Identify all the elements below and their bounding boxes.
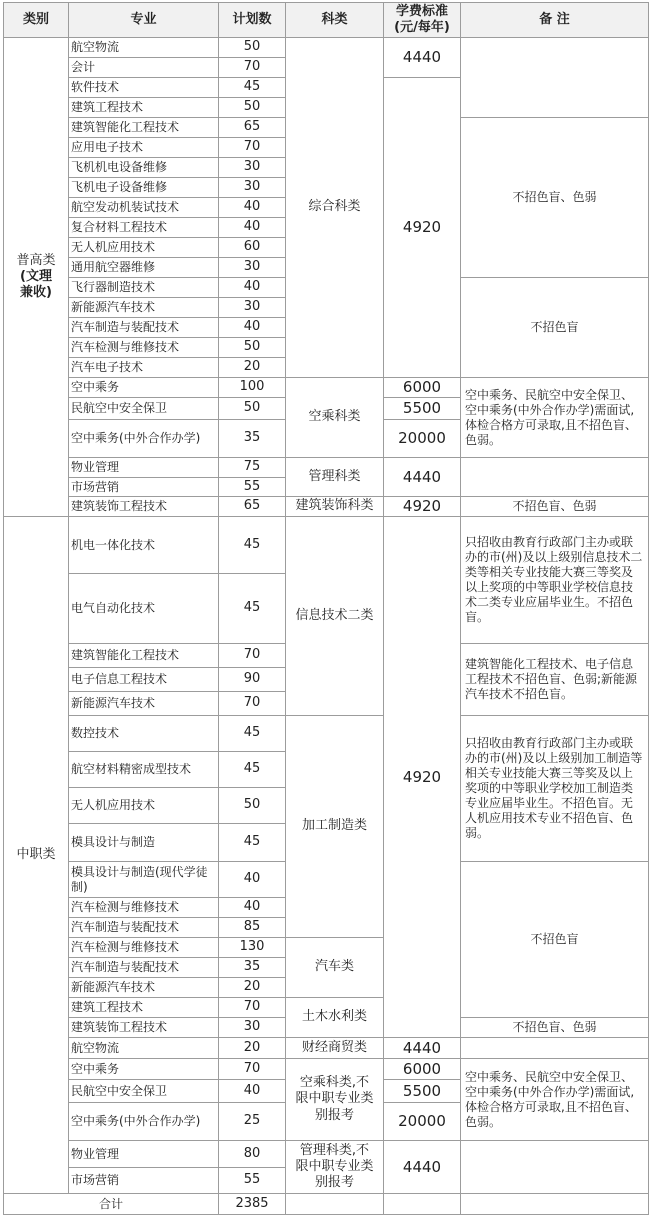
major-cell: 航空发动机装试技术 xyxy=(69,198,219,218)
plan-cell: 30 xyxy=(219,158,286,178)
major-cell: 建筑装饰工程技术 xyxy=(69,1018,219,1038)
plan-cell: 50 xyxy=(219,38,286,58)
major-cell: 新能源汽车技术 xyxy=(69,298,219,318)
subject-finance: 财经商贸类 xyxy=(286,1038,384,1059)
fee-cell: 6000 xyxy=(384,378,461,398)
plan-cell: 70 xyxy=(219,644,286,668)
plan-cell: 55 xyxy=(219,478,286,497)
note-empty xyxy=(461,458,649,497)
plan-cell: 55 xyxy=(219,1168,286,1194)
total-empty xyxy=(461,1194,649,1215)
admission-plan-table xyxy=(3,2,649,1215)
major-cell: 汽车制造与装配技术 xyxy=(69,318,219,338)
major-cell: 市场营销 xyxy=(69,1168,219,1194)
plan-cell: 70 xyxy=(219,692,286,716)
plan-cell: 45 xyxy=(219,752,286,788)
subject-management: 管理科类 xyxy=(286,458,384,497)
plan-cell: 25 xyxy=(219,1103,286,1141)
note-cell: 不招色盲、色弱 xyxy=(461,497,649,517)
header-major: 专业 xyxy=(69,3,219,38)
plan-cell: 50 xyxy=(219,788,286,824)
plan-cell: 90 xyxy=(219,668,286,692)
plan-cell: 45 xyxy=(219,78,286,98)
plan-cell: 40 xyxy=(219,318,286,338)
fee-cell: 4440 xyxy=(384,1038,461,1059)
major-cell: 物业管理 xyxy=(69,458,219,478)
plan-cell: 60 xyxy=(219,238,286,258)
header-fee-line1: 学费标准 xyxy=(395,3,448,19)
major-cell: 通用航空器维修 xyxy=(69,258,219,278)
total-row xyxy=(4,1194,649,1215)
plan-cell: 40 xyxy=(219,862,286,898)
note-empty xyxy=(461,1141,649,1194)
plan-cell: 50 xyxy=(219,338,286,358)
category-general-line3: 兼收) xyxy=(20,285,52,301)
plan-cell: 35 xyxy=(219,420,286,458)
category-general-line1: 普高类 xyxy=(16,252,56,268)
subject-auto: 汽车类 xyxy=(286,938,384,998)
table-row xyxy=(4,1141,649,1168)
header-category: 类别 xyxy=(4,3,69,38)
note-cell: 空中乘务、民航空中安全保卫、空中乘务(中外合作办学)需面试,体检合格方可录取,且不招色盲、色弱。 xyxy=(461,378,649,458)
major-cell: 无人机应用技术 xyxy=(69,788,219,824)
table-row xyxy=(4,38,649,58)
plan-cell: 130 xyxy=(219,938,286,958)
plan-cell: 65 xyxy=(219,497,286,517)
major-cell: 数控技术 xyxy=(69,716,219,752)
note-cell: 不招色盲 xyxy=(461,278,649,378)
category-general xyxy=(4,38,69,517)
table-row xyxy=(4,458,649,478)
major-cell: 汽车制造与装配技术 xyxy=(69,918,219,938)
major-cell: 建筑工程技术 xyxy=(69,998,219,1018)
major-cell: 建筑智能化工程技术 xyxy=(69,118,219,138)
table-row xyxy=(4,716,649,752)
header-fee-line2: (元/每年) xyxy=(394,20,450,35)
plan-cell: 75 xyxy=(219,458,286,478)
plan-cell: 30 xyxy=(219,178,286,198)
subject-cabin-open-l1: 空乘科类,不 xyxy=(299,1075,370,1091)
header-fee xyxy=(384,3,461,38)
major-cell: 汽车检测与维修技术 xyxy=(69,338,219,358)
major-cell: 物业管理 xyxy=(69,1141,219,1168)
plan-cell: 45 xyxy=(219,574,286,644)
plan-cell: 65 xyxy=(219,118,286,138)
note-cell: 不招色盲、色弱 xyxy=(461,118,649,278)
table-row xyxy=(4,517,649,574)
major-cell: 飞机机电设备维修 xyxy=(69,158,219,178)
header-row xyxy=(4,3,649,38)
fee-cell: 6000 xyxy=(384,1059,461,1080)
subject-cabin-open xyxy=(286,1059,384,1141)
plan-cell: 45 xyxy=(219,824,286,862)
fee-cell: 5500 xyxy=(384,398,461,420)
plan-cell: 35 xyxy=(219,958,286,978)
plan-cell: 30 xyxy=(219,1018,286,1038)
total-label: 合计 xyxy=(4,1194,219,1215)
plan-cell: 20 xyxy=(219,1038,286,1059)
plan-cell: 30 xyxy=(219,298,286,318)
note-cell: 只招收由教育行政部门主办或联办的市(州)及以上级别加工制造等相关专业技能大赛三等奖及以上奖项的中等职业学校加工制造类专业应届毕业生。不招色盲。无人机应用技术专业不招色盲、色弱。 xyxy=(461,716,649,862)
major-cell: 空中乘务(中外合作办学) xyxy=(69,420,219,458)
plan-cell: 70 xyxy=(219,138,286,158)
major-cell: 新能源汽车技术 xyxy=(69,978,219,998)
subject-civil: 土木水利类 xyxy=(286,998,384,1038)
major-cell: 市场营销 xyxy=(69,478,219,497)
major-cell: 复合材料工程技术 xyxy=(69,218,219,238)
fee-cell: 20000 xyxy=(384,420,461,458)
fee-cell: 4440 xyxy=(384,1141,461,1194)
plan-cell: 30 xyxy=(219,258,286,278)
major-cell: 汽车检测与维修技术 xyxy=(69,898,219,918)
major-cell: 新能源汽车技术 xyxy=(69,692,219,716)
plan-cell: 80 xyxy=(219,1141,286,1168)
subject-mgmt-open-l2: 限中职专业类 xyxy=(295,1158,374,1174)
note-cell: 只招收由教育行政部门主办或联办的市(州)及以上级别信息技术二类等相关专业技能大赛三等奖及以上奖项的中等职业学校信息技术二类专业应届毕业生。不招色盲。 xyxy=(461,517,649,644)
major-cell: 民航空中安全保卫 xyxy=(69,398,219,420)
plan-cell: 40 xyxy=(219,1080,286,1103)
total-empty xyxy=(384,1194,461,1215)
plan-cell: 20 xyxy=(219,358,286,378)
subject-cabin-open-l2: 限中职专业类 xyxy=(295,1091,374,1107)
major-cell: 空中乘务 xyxy=(69,378,219,398)
fee-cell: 4920 xyxy=(384,497,461,517)
total-empty xyxy=(286,1194,384,1215)
table-row xyxy=(4,378,649,398)
table-row xyxy=(4,1038,649,1059)
fee-cell: 4920 xyxy=(384,78,461,378)
major-cell: 建筑智能化工程技术 xyxy=(69,644,219,668)
plan-cell: 45 xyxy=(219,716,286,752)
note-empty xyxy=(461,38,649,118)
table-row xyxy=(4,497,649,517)
plan-cell: 100 xyxy=(219,378,286,398)
major-cell: 汽车制造与装配技术 xyxy=(69,958,219,978)
plan-cell: 50 xyxy=(219,98,286,118)
subject-decoration: 建筑装饰科类 xyxy=(286,497,384,517)
note-cell: 不招色盲、色弱 xyxy=(461,1018,649,1038)
major-cell: 应用电子技术 xyxy=(69,138,219,158)
fee-cell: 20000 xyxy=(384,1103,461,1141)
subject-mgmt-open xyxy=(286,1141,384,1194)
major-cell: 模具设计与制造(现代学徒制) xyxy=(69,862,219,898)
major-cell: 空中乘务 xyxy=(69,1059,219,1080)
plan-cell: 70 xyxy=(219,58,286,78)
major-cell: 电子信息工程技术 xyxy=(69,668,219,692)
major-cell: 建筑工程技术 xyxy=(69,98,219,118)
major-cell: 无人机应用技术 xyxy=(69,238,219,258)
major-cell: 航空物流 xyxy=(69,38,219,58)
plan-cell: 40 xyxy=(219,198,286,218)
note-cell: 不招色盲 xyxy=(461,862,649,1018)
plan-cell: 45 xyxy=(219,517,286,574)
major-cell: 飞机电子设备维修 xyxy=(69,178,219,198)
major-cell: 飞行器制造技术 xyxy=(69,278,219,298)
major-cell: 机电一体化技术 xyxy=(69,517,219,574)
major-cell: 会计 xyxy=(69,58,219,78)
major-cell: 民航空中安全保卫 xyxy=(69,1080,219,1103)
major-cell: 软件技术 xyxy=(69,78,219,98)
major-cell: 汽车检测与维修技术 xyxy=(69,938,219,958)
subject-comprehensive: 综合科类 xyxy=(286,38,384,378)
subject-mgmt-open-l3: 别报考 xyxy=(314,1175,354,1191)
subject-it2: 信息技术二类 xyxy=(286,517,384,716)
total-value: 2385 xyxy=(219,1194,286,1215)
subject-manufacturing: 加工制造类 xyxy=(286,716,384,938)
major-cell: 航空物流 xyxy=(69,1038,219,1059)
major-cell: 模具设计与制造 xyxy=(69,824,219,862)
note-cell: 空中乘务、民航空中安全保卫、空中乘务(中外合作办学)需面试,体检合格方可录取,且不招色盲、色弱。 xyxy=(461,1059,649,1141)
subject-mgmt-open-l1: 管理科类,不 xyxy=(299,1142,370,1158)
note-empty xyxy=(461,1038,649,1059)
major-cell: 航空材料精密成型技术 xyxy=(69,752,219,788)
note-cell: 建筑智能化工程技术、电子信息工程技术不招色盲、色弱;新能源汽车技术不招色盲。 xyxy=(461,644,649,716)
plan-cell: 40 xyxy=(219,278,286,298)
major-cell: 空中乘务(中外合作办学) xyxy=(69,1103,219,1141)
plan-cell: 85 xyxy=(219,918,286,938)
major-cell: 建筑装饰工程技术 xyxy=(69,497,219,517)
major-cell: 电气自动化技术 xyxy=(69,574,219,644)
header-subject: 科类 xyxy=(286,3,384,38)
plan-cell: 70 xyxy=(219,998,286,1018)
subject-cabin-open-l3: 别报考 xyxy=(314,1107,354,1123)
category-general-line2: (文理 xyxy=(20,268,52,284)
category-vocational: 中职类 xyxy=(4,517,69,1194)
fee-cell: 4920 xyxy=(384,517,461,1038)
header-plan: 计划数 xyxy=(219,3,286,38)
plan-cell: 70 xyxy=(219,1059,286,1080)
fee-cell: 5500 xyxy=(384,1080,461,1103)
table-row xyxy=(4,1059,649,1080)
plan-cell: 50 xyxy=(219,398,286,420)
plan-cell: 20 xyxy=(219,978,286,998)
plan-cell: 40 xyxy=(219,218,286,238)
subject-cabin: 空乘科类 xyxy=(286,378,384,458)
plan-cell: 40 xyxy=(219,898,286,918)
header-notes: 备 注 xyxy=(461,3,649,38)
fee-cell: 4440 xyxy=(384,38,461,78)
major-cell: 汽车电子技术 xyxy=(69,358,219,378)
fee-cell: 4440 xyxy=(384,458,461,497)
